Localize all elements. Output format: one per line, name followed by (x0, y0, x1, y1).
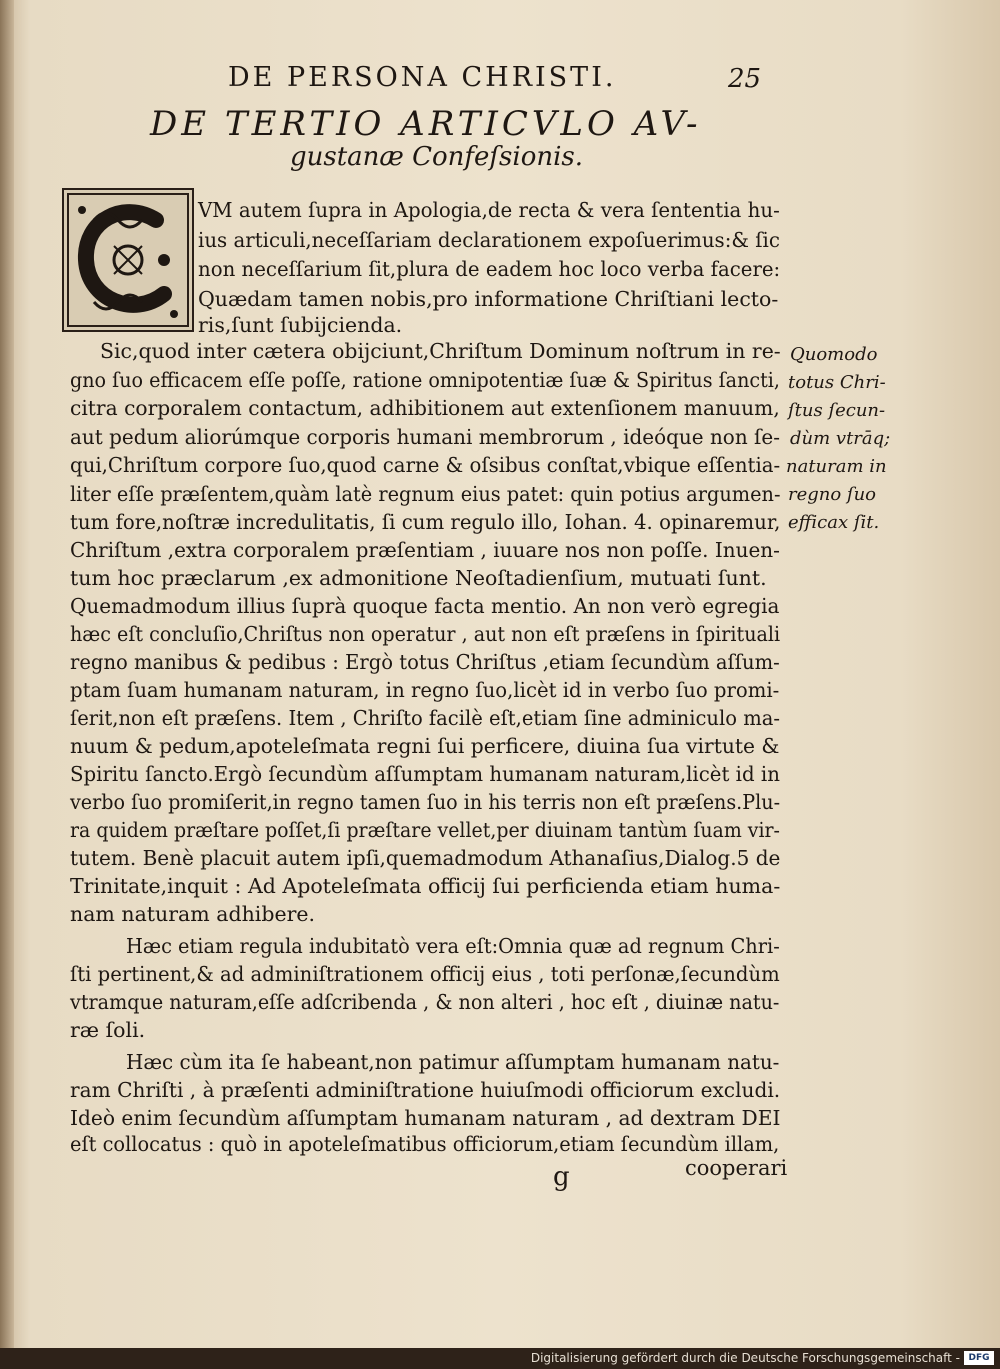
page-number: 25 (728, 64, 762, 94)
running-head: DE PERSONA CHRISTI. (228, 62, 617, 93)
marginal-note-line-6: regno ſuo (788, 484, 877, 505)
marginal-note-line-3: ſtus ſecun- (788, 400, 886, 421)
body-line-5: ris,ſunt ſubijcienda. (198, 313, 403, 337)
body-line-16: hæc eſt concluſio,Chriſtus non operatur , aut non eſt præſens in ſpirituali (70, 622, 781, 646)
body-line-8: citra corporalem contactum, adhibitionem aut extenſionem manuum, (70, 396, 780, 420)
marginal-note-line-4: dùm vtrāq; (790, 428, 891, 449)
body-line-23: ra quidem præſtare poſſet,ſi præſtare vellet,per diuinam tantùm ſuam vir- (70, 818, 780, 842)
body-line-20: nuum & pedum,apoteleſmata regni ſui perficere, diuina ſua virtute & (70, 734, 780, 758)
body-line-27: Hæc etiam regula indubitatò vera eſt:Omnia quæ ad regnum Chri- (126, 934, 780, 958)
body-line-26: nam naturam adhibere. (70, 902, 316, 926)
dfg-logo-icon: DFG (964, 1351, 994, 1365)
section-title-line-2: gustanæ Confeſsionis. (290, 142, 584, 172)
body-line-9: aut pedum aliorúmque corporis humani membrorum , ideóque non ſe- (70, 425, 780, 449)
body-line-22: verbo ſuo promiſerit,in regno tamen ſuo in his terris non eſt præſens.Plu- (70, 790, 781, 814)
body-line-21: Spiritu ſancto.Ergò ſecundùm aſſumptam humanam naturam,licèt id in (70, 762, 780, 786)
marginal-note-line-1: Quomodo (790, 344, 878, 365)
body-line-17: regno manibus & pedibus : Ergò totus Chriſtus ,etiam ſecundùm aſſum- (70, 650, 780, 674)
page-gutter (0, 0, 14, 1348)
body-line-4: Quædam tamen nobis,pro informatione Chriſtiani lecto- (198, 287, 779, 311)
body-line-18: ptam ſuam humanam naturam, in regno ſuo,licèt id in verbo ſuo promi- (70, 678, 780, 702)
body-line-11: liter eſſe præſentem,quàm latè regnum eius patet: quin potius argumen- (70, 482, 781, 506)
body-line-24: tutem. Benè placuit autem ipſi,quemadmodum Athanaſius,Dialog.5 de (70, 846, 781, 870)
body-line-28: ſti pertinent,& ad adminiſtrationem officij eius , toti perſonæ,ſecundùm (70, 962, 780, 986)
body-line-32: ram Chriſti , à præſenti adminiſtratione huiuſmodi officiorum excludi. (70, 1078, 781, 1102)
body-line-31: Hæc cùm ita ſe habeant,non patimur aſſumptam humanam natu- (126, 1050, 780, 1074)
body-line-1: VM autem ſupra in Apologia,de recta & vera ſententia hu- (198, 198, 780, 222)
body-line-25: Trinitate,inquit : Ad Apoteleſmata officij ſui perficienda etiam huma- (70, 874, 781, 898)
body-line-34: eſt collocatus : quò in apoteleſmatibus officiorum,etiam ſecundùm illam, (70, 1132, 780, 1156)
body-line-7: gno ſuo efficacem eſſe poſſe, ratione omnipotentiæ ſuæ & Spiritus ſancti, (70, 368, 780, 392)
body-line-15: Quemadmodum illius ſuprà quoque facta mentio. An non verò egregia (70, 594, 780, 618)
marginal-note-line-7: efficax ſit. (788, 512, 880, 533)
body-line-6: Sic,quod inter cætera obijciunt,Chriſtum Dominum noſtrum in re- (100, 339, 781, 363)
body-line-29: vtramque naturam,eſſe adſcribenda , & non alteri , hoc eſt , diuinæ natu- (70, 990, 780, 1014)
body-line-13: Chriſtum ,extra corporalem præſentiam , iuuare nos non poſſe. Inuen- (70, 538, 780, 562)
marginal-note-line-2: totus Chri- (788, 372, 886, 393)
digitization-footer (0, 1348, 1000, 1369)
decorated-initial-c-icon (62, 188, 194, 332)
body-line-3: non neceſſarium ſit,plura de eadem hoc loco verba facere: (198, 257, 781, 281)
body-line-30: ræ ſoli. (70, 1018, 146, 1042)
section-title-line-1: DE TERTIO ARTICVLO AV- (150, 104, 702, 144)
catchword: cooperari (685, 1156, 788, 1180)
signature-mark: g (553, 1162, 570, 1192)
body-line-14: tum hoc præclarum ,ex admonitione Neoſtadienſium, mutuati ſunt. (70, 566, 767, 590)
marginal-note-line-5: naturam in (786, 456, 887, 477)
body-line-12: tum fore,noſtræ incredulitatis, ſi cum regulo illo, Iohan. 4. opinaremur, (70, 510, 781, 534)
body-line-19: ſerit,non eſt præſens. Item , Chriſto facilè eſt,etiam ſine adminiculo ma- (70, 706, 781, 730)
body-line-10: qui,Chriſtum corpore ſuo,quod carne & oſsibus conſtat,vbique eſſentia- (70, 453, 781, 477)
body-line-33: Ideò enim ſecundùm aſſumptam humanam naturam , ad dextram DEI (70, 1106, 781, 1130)
footer-credit: Digitalisierung gefördert durch die Deutsche Forschungsgemeinschaft - (530, 1351, 960, 1365)
body-line-2: ius articuli,neceſſariam declarationem expoſuerimus:& ſic (198, 228, 780, 252)
